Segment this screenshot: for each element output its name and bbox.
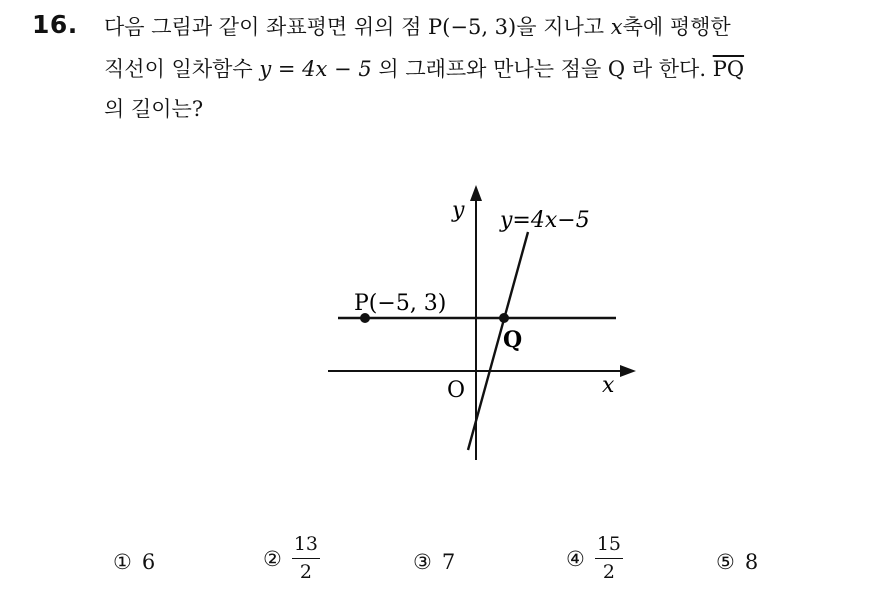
line-label: y=4x−5 [500, 208, 590, 233]
y-axis-label: y [452, 198, 465, 223]
question-number: 16. [32, 10, 78, 39]
choice-value: 7 [441, 550, 456, 574]
question-text-part: 직선이 일차함수 [104, 57, 260, 81]
choice-mark: ④ [566, 546, 585, 571]
y-axis-arrowhead [470, 185, 482, 201]
choice-mark: ③ [413, 550, 432, 574]
fraction [292, 535, 320, 582]
fraction-denominator: 2 [299, 561, 312, 583]
choice-1[interactable] [113, 550, 155, 574]
x-axis-arrowhead [620, 365, 636, 377]
x-axis-label: x [602, 373, 615, 398]
segment-pq: $\overline{PQ}$ [712, 57, 745, 81]
choice-2[interactable] [263, 535, 320, 582]
choice-3[interactable] [413, 550, 455, 574]
choice-value: 6 [141, 550, 156, 574]
choice-mark: ① [113, 550, 132, 574]
point-p-label: P(−5, 3) [354, 291, 447, 316]
fraction [595, 535, 623, 582]
choice-4[interactable] [566, 535, 623, 582]
origin-label: O [447, 378, 466, 403]
function-equation: y = 4x − 5 [259, 57, 372, 81]
question-text-part: 다음 그림과 같이 좌표평면 위의 점 P(−5, 3)을 지나고 [104, 15, 611, 39]
point-q-label: Q [503, 327, 523, 353]
question-text-part: 축에 평행한 [622, 15, 731, 39]
choice-value: 8 [744, 550, 759, 574]
fraction-numerator: 15 [595, 535, 623, 559]
choice-5[interactable] [716, 550, 758, 574]
fraction-denominator: 2 [602, 561, 615, 583]
point-q [499, 313, 509, 323]
question-text-line-3: 의 길이는? [104, 97, 204, 121]
choice-mark: ② [263, 546, 282, 571]
x-variable: x [610, 15, 623, 39]
fraction-numerator: 13 [292, 535, 320, 559]
choice-mark: ⑤ [716, 550, 735, 574]
question-text-part: 의 그래프와 만나는 점을 Q 라 한다. [371, 57, 713, 81]
